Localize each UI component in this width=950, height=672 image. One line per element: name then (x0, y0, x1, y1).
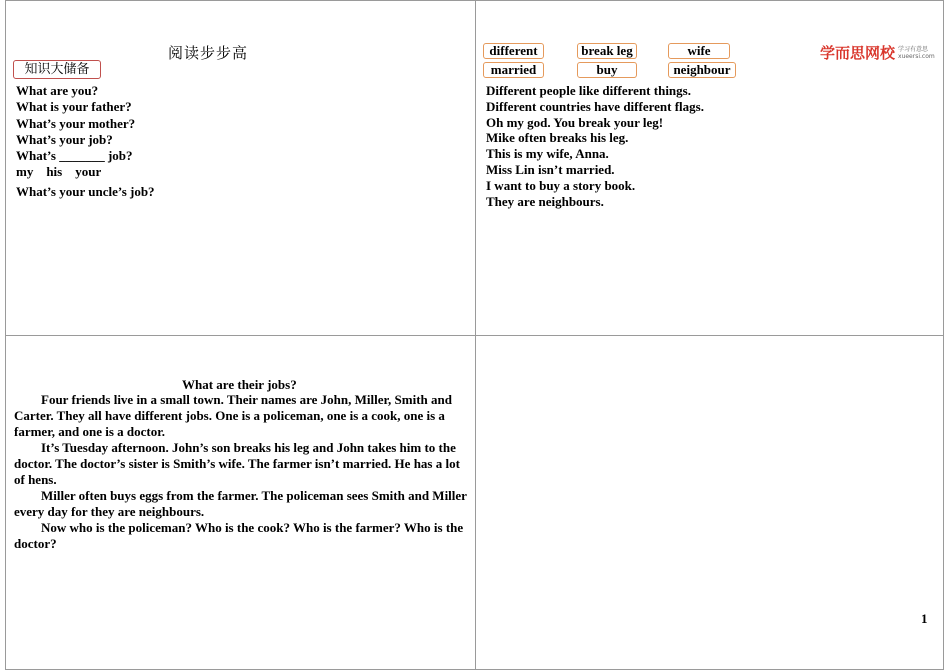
horizontal-divider (5, 335, 944, 336)
sentence: Oh my god. You break your leg! (486, 114, 664, 130)
sentence: Different countries have different flags. (486, 98, 704, 114)
vocab-word-different: different (483, 43, 544, 59)
story-paragraph: Four friends live in a small town. Their names are John, Miller, Smith and Carter. They all have different jobs. One is a policeman, one is a cook, one is a farmer, and one is a doctor. (14, 392, 452, 439)
question-item: What’s your mother? (16, 115, 136, 131)
logo-url: xueersi.com (898, 52, 935, 60)
story-body (14, 392, 469, 552)
sentence: Miss Lin isn’t married. (486, 161, 615, 177)
vocab-word-buy: buy (577, 62, 637, 78)
sentence: This is my wife, Anna. (486, 146, 609, 162)
sentence: Different people like different things. (486, 83, 691, 98)
vocab-word-wife: wife (668, 43, 730, 59)
question-item: What’s _______ job? (16, 148, 133, 164)
question-item: What are you? (16, 83, 99, 98)
question-item: What’s your job? (16, 131, 113, 147)
question-list (16, 83, 155, 200)
story-paragraph: Now who is the policeman? Who is the cook? Who is the farmer? Who is the doctor? (14, 520, 464, 551)
brand-logo (820, 42, 935, 63)
story-title: What are their jobs? (182, 377, 297, 392)
vocab-word-married: married (483, 62, 544, 78)
sentence: I want to buy a story book. (486, 177, 636, 193)
sentence: Mike often breaks his leg. (486, 130, 629, 146)
story-paragraph: It’s Tuesday afternoon. John’s son breaks his leg and John takes him to the doctor. The doctor’s sister is Smith’s wife. The farmer isn’t married. He has a lot of hens. (14, 440, 460, 487)
logo-slogan: 学习有意思 (898, 45, 929, 53)
story-paragraph: Miller often buys eggs from the farmer. The policeman sees Smith and Miller every day for they are neighbours. (14, 488, 467, 519)
question-item: What is your father? (16, 99, 132, 115)
vocab-word-break-leg: break leg (577, 43, 637, 59)
question-item: my his your (16, 164, 102, 180)
vocab-word-neighbour: neighbour (668, 62, 736, 78)
page-number: 1 (921, 611, 928, 626)
sentence: They are neighbours. (486, 193, 604, 209)
logo-text: 学而思网校 (820, 44, 896, 62)
example-sentences (486, 83, 704, 209)
knowledge-badge: 知识大储备 (13, 60, 101, 79)
section-title: 阅读步步高 (168, 44, 249, 62)
question-item: What’s your uncle’s job? (16, 183, 155, 199)
